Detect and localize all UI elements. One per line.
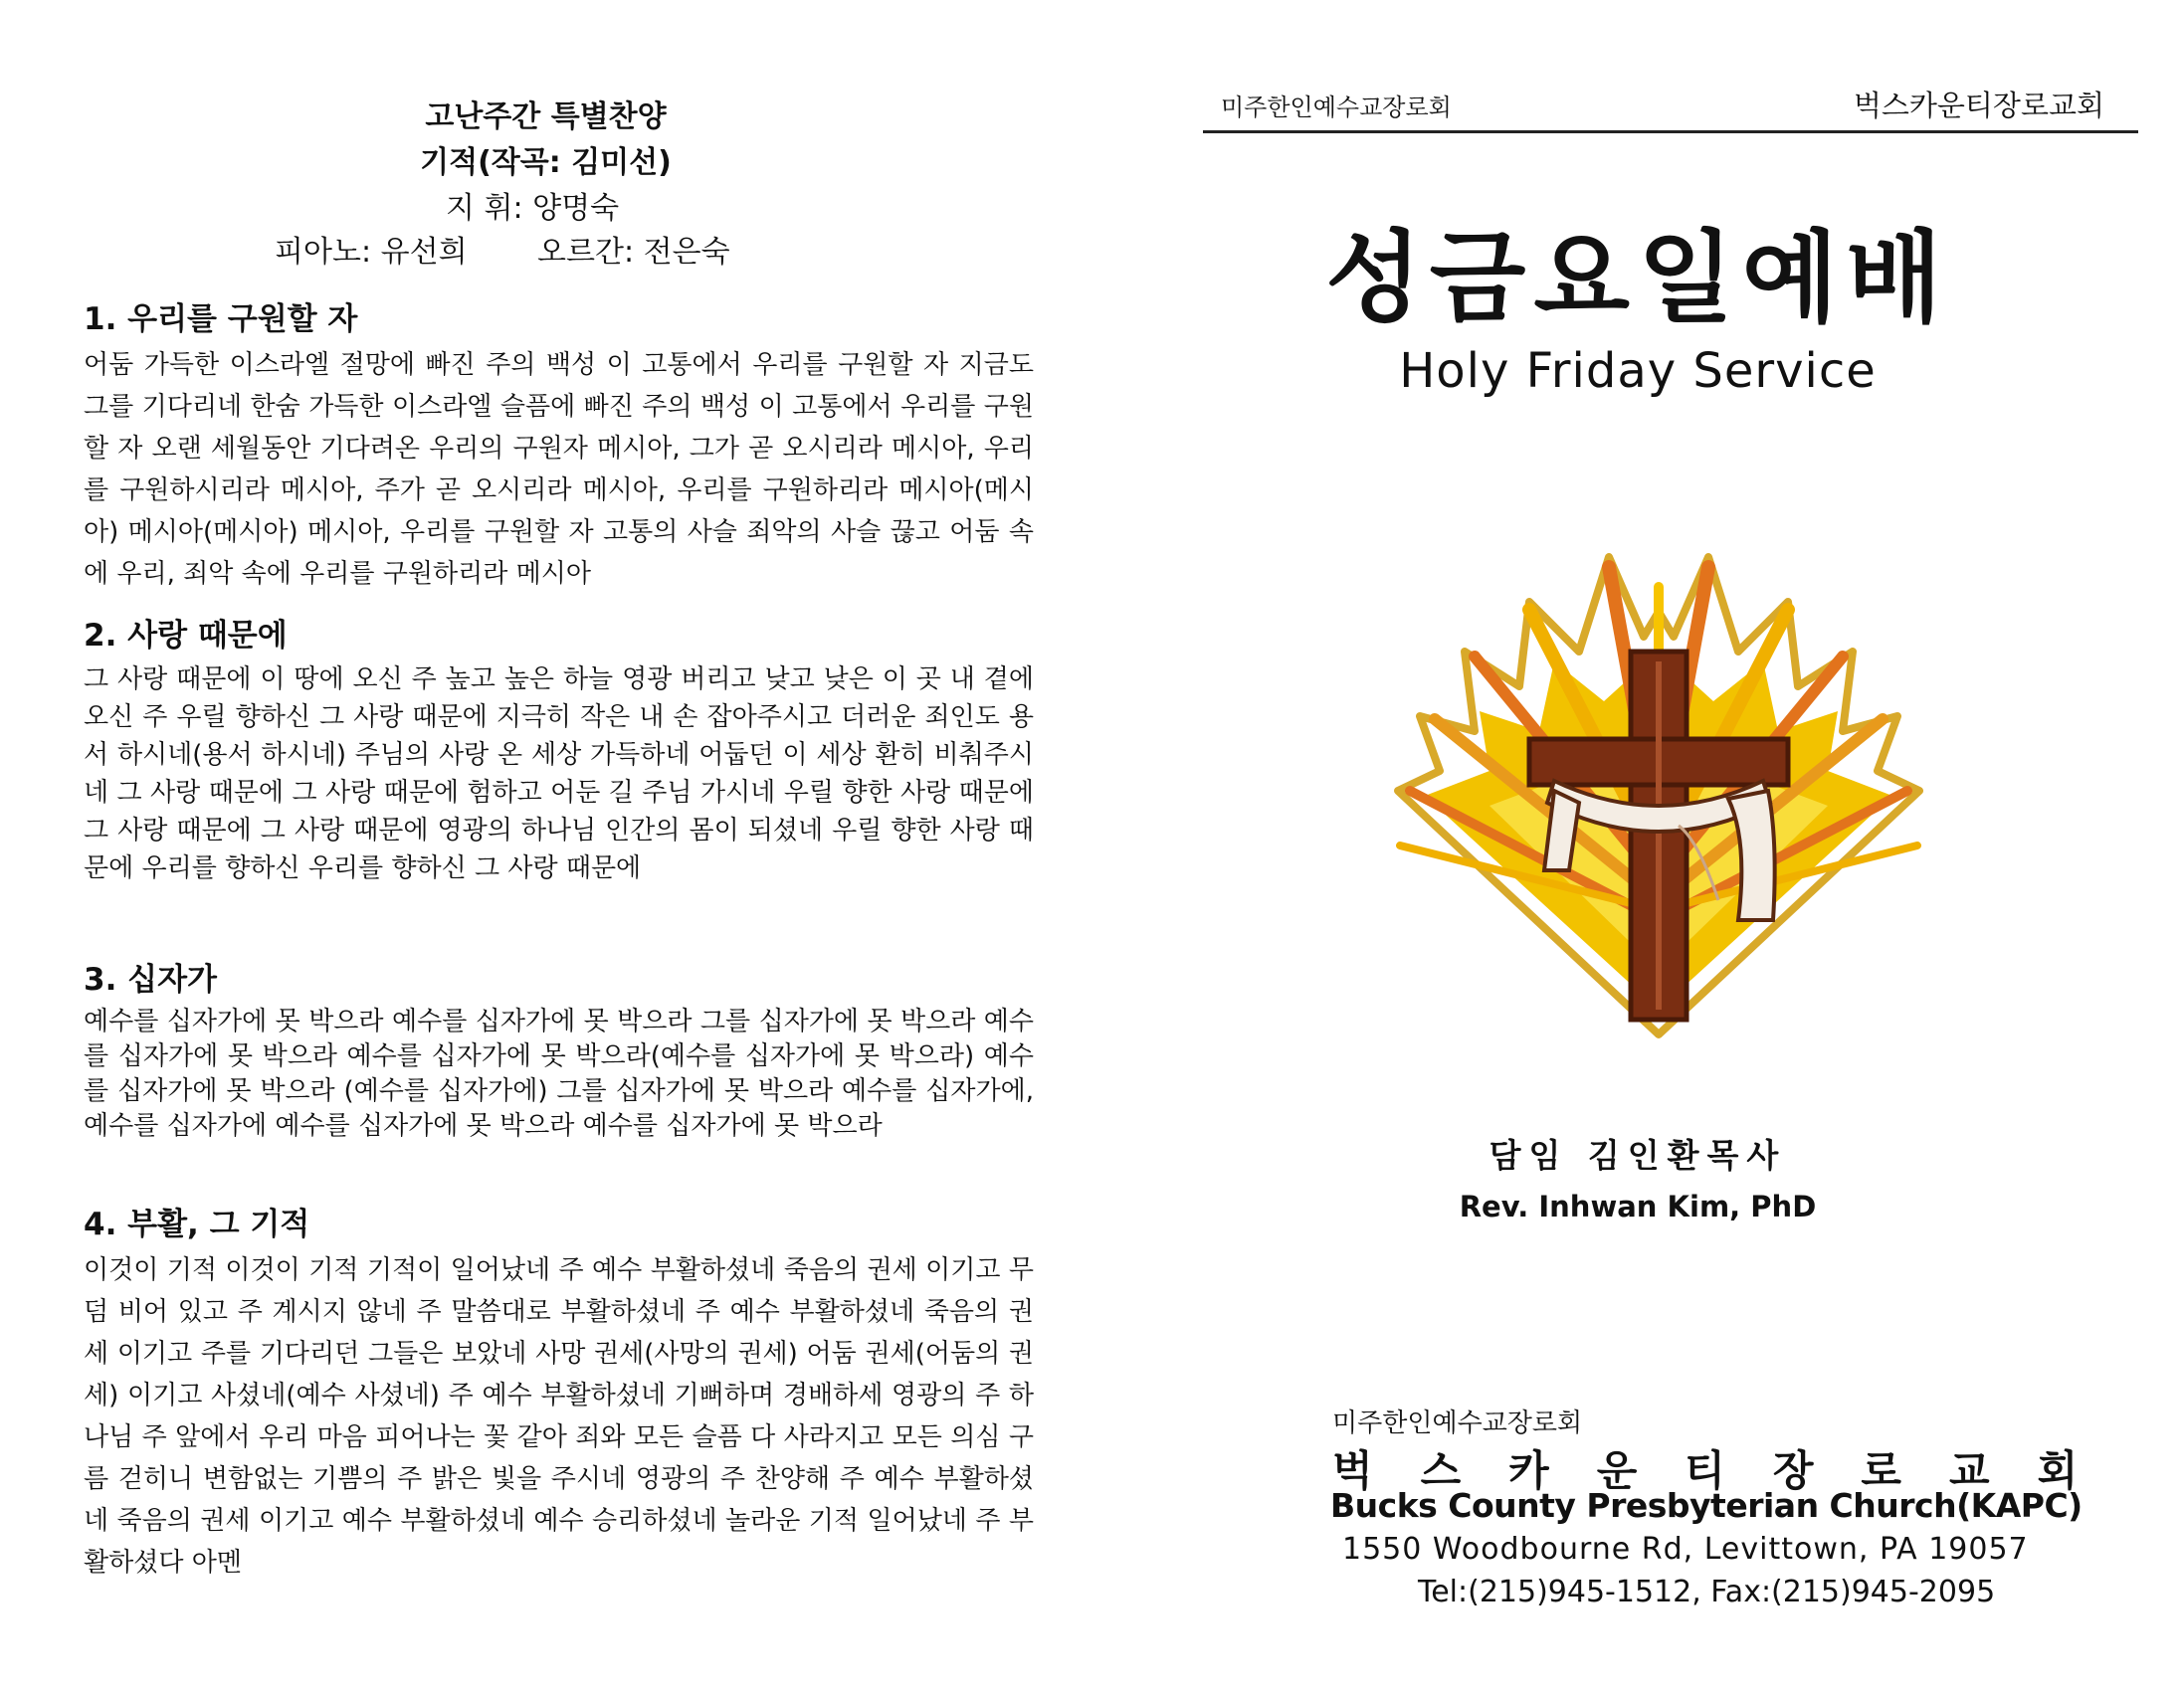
song-lyrics: 그 사랑 때문에 이 땅에 오신 주 높고 높은 하늘 영광 버리고 낮고 낮은 이 곳 내 곁에 오신 주 우릴 향하신 그 사랑 때문에 지극히 작은 내 손 잡아주시고 더러운 죄인도 용서 하시네(용서 하시네) 주님의 사랑 온 세상 가득하네 어둡던 이 세상 환히 비춰주시네 그 사랑 때문에 그 사랑 때문에 험하고 어둔 길 주님 가시네 우릴 향한 사랑 때문에 그 사랑 때문에 그 사랑 때문에 영광의 하나님 인간의 몸이 되셨네 우릴 향한 사랑 때문에 우리를 향하신 우리를 향하신 그 사랑 때문에 xyxy=(84,664,1034,883)
song-2 xyxy=(84,617,1034,887)
piano-label: 피아노: xyxy=(275,235,372,270)
footer-church-english: Bucks County Presbyterian Church(KAPC) xyxy=(1330,1486,2083,1525)
denomination-header: 미주한인예수교장로회 xyxy=(1221,94,1452,121)
conductor-name: 양명숙 xyxy=(532,191,620,226)
song-lyrics: 예수를 십자가에 못 박으라 예수를 십자가에 못 박으라 그를 십자가에 못 박으라 예수를 십자가에 못 박으라 예수를 십자가에 못 박으라(예수를 십자가에 못 박으라) 예수를 십자가에 못 박으라 (예수를 십자가에) 그를 십자가에 못 박으라 예수를 십자가에, 예수를 십자가에 예수를 십자가에 못 박으라 예수를 십자가에 못 박으라 xyxy=(84,1007,1034,1141)
anthem-subtitle: 기적(작곡: 김미선) xyxy=(420,145,672,180)
footer-phone: Tel:(215)945-1512, Fax:(215)945-2095 xyxy=(1418,1575,1996,1609)
header-rule xyxy=(1203,130,2138,133)
footer-church-korean: 벅스카운티장로교회 xyxy=(1332,1446,2126,1495)
church-header: 벅스카운티장로교회 xyxy=(1853,89,2104,122)
footer-address: 1550 Woodbourne Rd, Levittown, PA 19057 xyxy=(1342,1532,2029,1567)
piano-name: 유선희 xyxy=(380,235,468,270)
song-lyrics: 어둠 가득한 이스라엘 절망에 빠진 주의 백성 이 고통에서 우리를 구원할 자 지금도 그를 기다리네 한숨 가득한 이스라엘 슬픔에 빠진 주의 백성 이 고통에서 우리를 구원할 자 오랜 세월동안 기다려온 우리의 구원자 메시아, 그가 곧 오시리라 메시아, 우리를 구원하시리라 메시아, 주가 곧 오시리라 메시아, 우리를 구원하리라 메시아(메시아) 메시아(메시아) 메시아, 우리를 구원할 자 고통의 사슬 죄악의 사슬 끊고 어둠 속에 우리, 죄악 속에 우리를 구원하리라 메시아 xyxy=(84,350,1034,589)
right-page xyxy=(1092,0,2184,1691)
footer-denomination: 미주한인예수교장로회 xyxy=(1332,1409,1583,1438)
song-heading: 1. 우리를 구원할 자 xyxy=(84,301,358,337)
anthem-title: 고난주간 특별찬양 xyxy=(425,99,667,134)
song-1 xyxy=(84,300,1034,595)
conductor-label: 지 휘: xyxy=(446,191,523,226)
organ-label: 오르간: xyxy=(537,235,635,270)
song-heading: 3. 십자가 xyxy=(84,962,217,998)
pastor-name-korean: 담임 김인환목사 xyxy=(1489,1136,1787,1175)
conductor-credit xyxy=(446,183,619,227)
song-4 xyxy=(84,1206,1034,1584)
song-heading: 4. 부활, 그 기적 xyxy=(84,1207,310,1242)
service-title-english: Holy Friday Service xyxy=(1399,343,1877,399)
cross-with-rays-illustration xyxy=(1380,542,1937,1039)
organ-name: 전은숙 xyxy=(643,235,730,270)
song-3 xyxy=(84,961,1034,1144)
song-lyrics: 이것이 기적 이것이 기적 기적이 일어났네 주 예수 부활하셨네 죽음의 권세 이기고 무덤 비어 있고 주 계시지 않네 주 말씀대로 부활하셨네 주 예수 부활하셨네 죽음의 권세 이기고 주를 기다리던 그들은 보았네 사망 권세(사망의 권세) 어둠 권세(어둠의 권세) 이기고 사셨네(예수 사셨네) 주 예수 부활하셨네 기뻐하며 경배하세 영광의 주 하나님 주 앞에서 우리 마음 피어나는 꽃 같아 죄와 모든 슬픔 다 사라지고 모든 의심 구름 걷히니 변함없는 기쁨의 주 밝은 빛을 주시네 영광의 주 찬양해 주 예수 부활하셨네 죽음의 권세 이기고 예수 부활하셨네 예수 승리하셨네 놀라운 기적 일어났네 주 부활하셨다 아멘 xyxy=(84,1255,1034,1578)
organ-credit xyxy=(537,227,730,271)
pastor-name-english: Rev. Inhwan Kim, PhD xyxy=(1459,1190,1817,1223)
song-heading: 2. 사랑 때문에 xyxy=(84,618,288,654)
piano-credit xyxy=(275,227,468,271)
service-title-korean: 성금요일예배 xyxy=(1325,220,1950,336)
